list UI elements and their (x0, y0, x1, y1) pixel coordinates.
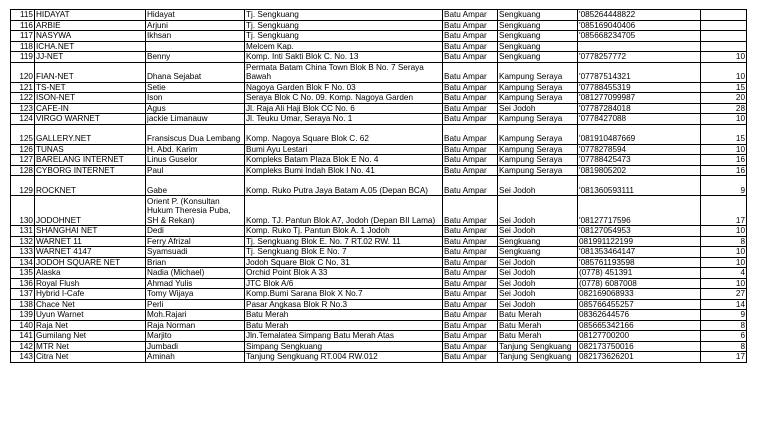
owner-cell: Marjito (146, 331, 245, 342)
table-row (11, 62, 747, 82)
owner-cell: Ferry Afrizal (146, 236, 245, 247)
row-number-cell: 135 (11, 268, 35, 279)
address-cell: Komp. TJ. Pantun Blok A7, Jodoh (Depan BII Lama) (245, 196, 443, 226)
area-cell: Sengkuang (498, 52, 578, 63)
area-cell: Kampung Seraya (498, 62, 578, 82)
address-cell: Permata Batam China Town Blok B No. 7 Seraya Bawah (245, 62, 443, 82)
address-cell: Komp. Inti Sakti Blok C. No. 13 (245, 52, 443, 63)
warnet-name-cell: MTR Net (35, 341, 146, 352)
address-cell: Pasar Angkasa Blok R No.3 (245, 299, 443, 310)
row-number-cell: 132 (11, 236, 35, 247)
district-cell: Batu Ampar (443, 114, 498, 125)
phone-cell: '0778427088 (578, 114, 701, 125)
district-cell: Batu Ampar (443, 124, 498, 144)
district-cell: Batu Ampar (443, 226, 498, 237)
row-number-cell: 130 (11, 196, 35, 226)
table-row (11, 155, 747, 166)
district-cell: Batu Ampar (443, 352, 498, 363)
row-number-cell: 126 (11, 144, 35, 155)
table-row (11, 165, 747, 176)
area-cell: Kampung Seraya (498, 124, 578, 144)
table-row (11, 289, 747, 300)
row-number-cell: 118 (11, 41, 35, 52)
row-number-cell: 142 (11, 341, 35, 352)
count-cell: 10 (701, 144, 747, 155)
address-cell: Orchid Point Blok A 33 (245, 268, 443, 279)
address-cell: JTC Blok A/6 (245, 278, 443, 289)
area-cell: Kampung Seraya (498, 114, 578, 125)
table-row (11, 320, 747, 331)
owner-cell: Agus (146, 103, 245, 114)
row-number-cell: 137 (11, 289, 35, 300)
row-number-cell: 131 (11, 226, 35, 237)
table-row (11, 31, 747, 42)
phone-cell: '0819805202 (578, 165, 701, 176)
area-cell: Sengkuang (498, 41, 578, 52)
count-cell: 10 (701, 226, 747, 237)
owner-cell: Aminah (146, 352, 245, 363)
row-number-cell: 139 (11, 310, 35, 321)
district-cell: Batu Ampar (443, 62, 498, 82)
row-number-cell: 119 (11, 52, 35, 63)
row-number-cell: 138 (11, 299, 35, 310)
address-cell: Simpang Sengkuang (245, 341, 443, 352)
count-cell: 17 (701, 196, 747, 226)
row-number-cell: 141 (11, 331, 35, 342)
warnet-name-cell: JJ-NET (35, 52, 146, 63)
district-cell: Batu Ampar (443, 331, 498, 342)
warnet-name-cell: Royal Flush (35, 278, 146, 289)
owner-cell: Setie (146, 82, 245, 93)
district-cell: Batu Ampar (443, 278, 498, 289)
warnet-name-cell: ICHA.NET (35, 41, 146, 52)
area-cell: Batu Merah (498, 331, 578, 342)
count-cell: 8 (701, 236, 747, 247)
count-cell: 27 (701, 289, 747, 300)
warnet-name-cell: CAFE-IN (35, 103, 146, 114)
table-row (11, 257, 747, 268)
area-cell: Sei Jodoh (498, 196, 578, 226)
count-cell: 10 (701, 52, 747, 63)
warnet-table (10, 9, 747, 363)
count-cell: 10 (701, 114, 747, 125)
count-cell: 8 (701, 320, 747, 331)
owner-cell: Arjuni (146, 20, 245, 31)
district-cell: Batu Ampar (443, 103, 498, 114)
count-cell: 10 (701, 62, 747, 82)
table-row (11, 299, 747, 310)
owner-cell: Ahmad Yulis (146, 278, 245, 289)
table-row (11, 20, 747, 31)
count-cell: 9 (701, 310, 747, 321)
warnet-name-cell: WARNET 4147 (35, 247, 146, 258)
address-cell: Jl. Raja Ali Haji Blok CC No. 6 (245, 103, 443, 114)
count-cell: 8 (701, 341, 747, 352)
area-cell: Batu Merah (498, 310, 578, 321)
district-cell: Batu Ampar (443, 155, 498, 166)
table-row (11, 310, 747, 321)
district-cell: Batu Ampar (443, 176, 498, 196)
count-cell: 6 (701, 331, 747, 342)
district-cell: Batu Ampar (443, 20, 498, 31)
row-number-cell: 129 (11, 176, 35, 196)
address-cell: Batu Merah (245, 320, 443, 331)
row-number-cell: 124 (11, 114, 35, 125)
district-cell: Batu Ampar (443, 341, 498, 352)
phone-cell: '08127717596 (578, 196, 701, 226)
address-cell: Komp.Bumi Sarana Blok X No.7 (245, 289, 443, 300)
count-cell: 10 (701, 257, 747, 268)
row-number-cell: 127 (11, 155, 35, 166)
area-cell: Kampung Seraya (498, 82, 578, 93)
phone-cell: '07788425473 (578, 155, 701, 166)
phone-cell: '085668234705 (578, 31, 701, 42)
area-cell: Kampung Seraya (498, 155, 578, 166)
phone-cell: '0778278594 (578, 144, 701, 155)
table-row (11, 176, 747, 196)
address-cell: Seraya Blok C No. 09. Komp. Nagoya Garden (245, 93, 443, 104)
area-cell: Sengkuang (498, 10, 578, 21)
district-cell: Batu Ampar (443, 93, 498, 104)
area-cell: Sei Jodoh (498, 278, 578, 289)
phone-cell: 081991122199 (578, 236, 701, 247)
table-row (11, 268, 747, 279)
table-row (11, 93, 747, 104)
phone-cell: 08127700200 (578, 331, 701, 342)
owner-cell: Raja Norman (146, 320, 245, 331)
table-row (11, 144, 747, 155)
phone-cell: (0778) 6087008 (578, 278, 701, 289)
warnet-name-cell: Hybrid I-Cafe (35, 289, 146, 300)
row-number-cell: 115 (11, 10, 35, 21)
warnet-name-cell: HIDAYAT (35, 10, 146, 21)
count-cell: 4 (701, 268, 747, 279)
phone-cell: 082173750016 (578, 341, 701, 352)
district-cell: Batu Ampar (443, 257, 498, 268)
address-cell: Tj. Sengkuang (245, 20, 443, 31)
row-number-cell: 122 (11, 93, 35, 104)
row-number-cell: 133 (11, 247, 35, 258)
phone-cell (578, 41, 701, 52)
phone-cell: '08127054953 (578, 226, 701, 237)
count-cell: 10 (701, 247, 747, 258)
district-cell: Batu Ampar (443, 196, 498, 226)
row-number-cell: 140 (11, 320, 35, 331)
address-cell: Nagoya Garden Blok F No. 03 (245, 82, 443, 93)
owner-cell: Benny (146, 52, 245, 63)
owner-cell: Dhana Sejabat (146, 62, 245, 82)
area-cell: Sengkuang (498, 20, 578, 31)
district-cell: Batu Ampar (443, 247, 498, 258)
count-cell: 16 (701, 165, 747, 176)
table-row (11, 341, 747, 352)
address-cell: Tj. Sengkuang Blok E. No. 7 RT.02 RW. 11 (245, 236, 443, 247)
row-number-cell: 120 (11, 62, 35, 82)
address-cell: Komp. Nagoya Square Blok C. 62 (245, 124, 443, 144)
table-row (11, 247, 747, 258)
warnet-name-cell: JODOHNET (35, 196, 146, 226)
phone-cell: '081360593111 (578, 176, 701, 196)
warnet-name-cell: ROCKNET (35, 176, 146, 196)
warnet-name-cell: CYBORG INTERNET (35, 165, 146, 176)
owner-cell: Ison (146, 93, 245, 104)
district-cell: Batu Ampar (443, 289, 498, 300)
row-number-cell: 117 (11, 31, 35, 42)
row-number-cell: 125 (11, 124, 35, 144)
owner-cell: Syamsuadi (146, 247, 245, 258)
table-row (11, 114, 747, 125)
owner-cell: Orient P. (Konsultan Hukum Theresia Puba, SH & Rekan) (146, 196, 245, 226)
area-cell: Batu Merah (498, 320, 578, 331)
owner-cell: Nadia (Michael) (146, 268, 245, 279)
warnet-name-cell: Uyun Warnet (35, 310, 146, 321)
warnet-name-cell: ARBIE (35, 20, 146, 31)
phone-cell: 085665342166 (578, 320, 701, 331)
table-row (11, 10, 747, 21)
warnet-name-cell: Citra Net (35, 352, 146, 363)
address-cell: Komp. Ruko Tj. Pantun Blok A. 1 Jodoh (245, 226, 443, 237)
district-cell: Batu Ampar (443, 10, 498, 21)
warnet-name-cell: Raja Net (35, 320, 146, 331)
area-cell: Sengkuang (498, 236, 578, 247)
owner-cell: Moh.Rajari (146, 310, 245, 321)
row-number-cell: 143 (11, 352, 35, 363)
district-cell: Batu Ampar (443, 299, 498, 310)
district-cell: Batu Ampar (443, 41, 498, 52)
phone-cell: (0778) 451391 (578, 268, 701, 279)
area-cell: Tanjung Sengkuang (498, 341, 578, 352)
owner-cell: H. Abd. Karim (146, 144, 245, 155)
district-cell: Batu Ampar (443, 82, 498, 93)
address-cell: Tj. Sengkuang (245, 10, 443, 21)
warnet-name-cell: Gumilang Net (35, 331, 146, 342)
area-cell: Sei Jodoh (498, 176, 578, 196)
phone-cell: '07787284018 (578, 103, 701, 114)
warnet-name-cell: Chace Net (35, 299, 146, 310)
row-number-cell: 123 (11, 103, 35, 114)
area-cell: Tanjung Sengkuang (498, 352, 578, 363)
owner-cell: Linus Guselor (146, 155, 245, 166)
row-number-cell: 134 (11, 257, 35, 268)
district-cell: Batu Ampar (443, 268, 498, 279)
owner-cell: Ikhsan (146, 31, 245, 42)
phone-cell: '07788455319 (578, 82, 701, 93)
owner-cell: Fransiscus Dua Lembang (146, 124, 245, 144)
phone-cell: '07787514321 (578, 62, 701, 82)
warnet-name-cell: BARELANG INTERNET (35, 155, 146, 166)
phone-cell: 085766455257 (578, 299, 701, 310)
warnet-name-cell: TS-NET (35, 82, 146, 93)
table-row (11, 352, 747, 363)
district-cell: Batu Ampar (443, 52, 498, 63)
area-cell: Sei Jodoh (498, 257, 578, 268)
phone-cell: '081910487669 (578, 124, 701, 144)
table-row (11, 226, 747, 237)
address-cell: Jodoh Square Blok C No. 31 (245, 257, 443, 268)
table-row (11, 124, 747, 144)
row-number-cell: 121 (11, 82, 35, 93)
count-cell: 20 (701, 93, 747, 104)
address-cell: Bumi Ayu Lestari (245, 144, 443, 155)
area-cell: Sengkuang (498, 247, 578, 258)
owner-cell: Brian (146, 257, 245, 268)
phone-cell: 082169068933 (578, 289, 701, 300)
row-number-cell: 116 (11, 20, 35, 31)
address-cell: Tj. Sengkuang Blok E No. 7 (245, 247, 443, 258)
table-row (11, 41, 747, 52)
count-cell (701, 41, 747, 52)
owner-cell: Tomy Wijaya (146, 289, 245, 300)
address-cell: Kompleks Batam Plaza Blok E No. 4 (245, 155, 443, 166)
owner-cell: jackie Limanauw (146, 114, 245, 125)
table-row (11, 196, 747, 226)
address-cell: Batu Merah (245, 310, 443, 321)
warnet-name-cell: WARNET 11 (35, 236, 146, 247)
area-cell: Sengkuang (498, 31, 578, 42)
table-row (11, 103, 747, 114)
owner-cell: Jumbadi (146, 341, 245, 352)
warnet-name-cell: JODOH SQUARE NET (35, 257, 146, 268)
table-row (11, 82, 747, 93)
address-cell: Melcem Kap. (245, 41, 443, 52)
area-cell: Sei Jodoh (498, 226, 578, 237)
warnet-name-cell: Alaska (35, 268, 146, 279)
district-cell: Batu Ampar (443, 31, 498, 42)
area-cell: Kampung Seraya (498, 93, 578, 104)
area-cell: Sei Jodoh (498, 299, 578, 310)
district-cell: Batu Ampar (443, 320, 498, 331)
phone-cell: '081277099987 (578, 93, 701, 104)
district-cell: Batu Ampar (443, 165, 498, 176)
phone-cell: '085169040406 (578, 20, 701, 31)
warnet-name-cell: SHANGHAI NET (35, 226, 146, 237)
row-number-cell: 136 (11, 278, 35, 289)
phone-cell: '081353464147 (578, 247, 701, 258)
address-cell: Tj. Sengkuang (245, 31, 443, 42)
district-cell: Batu Ampar (443, 236, 498, 247)
count-cell (701, 31, 747, 42)
area-cell: Kampung Seraya (498, 165, 578, 176)
warnet-name-cell: ISON-NET (35, 93, 146, 104)
table-row (11, 278, 747, 289)
area-cell: Kampung Seraya (498, 144, 578, 155)
owner-cell: Dedi (146, 226, 245, 237)
table-row (11, 331, 747, 342)
owner-cell: Gabe (146, 176, 245, 196)
owner-cell: Hidayat (146, 10, 245, 21)
warnet-name-cell: GALLERY.NET (35, 124, 146, 144)
count-cell: 15 (701, 82, 747, 93)
phone-cell: '085761193598 (578, 257, 701, 268)
count-cell: 15 (701, 124, 747, 144)
owner-cell: Perli (146, 299, 245, 310)
address-cell: Tanjung Sengkuang RT.004 RW.012 (245, 352, 443, 363)
count-cell (701, 20, 747, 31)
area-cell: Sei Jodoh (498, 103, 578, 114)
phone-cell: 08362644576 (578, 310, 701, 321)
address-cell: Jl. Teuku Umar, Seraya No. 1 (245, 114, 443, 125)
phone-cell: 082173626201 (578, 352, 701, 363)
phone-cell: '0778257772 (578, 52, 701, 63)
count-cell: 28 (701, 103, 747, 114)
table-row (11, 52, 747, 63)
address-cell: Jln.Temalatea Simpang Batu Merah Atas (245, 331, 443, 342)
warnet-name-cell: TUNAS (35, 144, 146, 155)
address-cell: Kompleks Bumi Indah Blok I No. 41 (245, 165, 443, 176)
address-cell: Komp. Ruko Putra Jaya Batam A.05 (Depan BCA) (245, 176, 443, 196)
district-cell: Batu Ampar (443, 310, 498, 321)
warnet-name-cell: VIRGO WARNET (35, 114, 146, 125)
count-cell: 14 (701, 299, 747, 310)
count-cell (701, 10, 747, 21)
owner-cell (146, 41, 245, 52)
count-cell: 10 (701, 278, 747, 289)
count-cell: 17 (701, 352, 747, 363)
table-body (11, 10, 747, 363)
owner-cell: Paul (146, 165, 245, 176)
area-cell: Sei Jodoh (498, 268, 578, 279)
warnet-name-cell: NASYWA (35, 31, 146, 42)
area-cell: Sei Jodoh (498, 289, 578, 300)
phone-cell: '085264448822 (578, 10, 701, 21)
count-cell: 16 (701, 155, 747, 166)
row-number-cell: 128 (11, 165, 35, 176)
count-cell: 9 (701, 176, 747, 196)
district-cell: Batu Ampar (443, 144, 498, 155)
table-row (11, 236, 747, 247)
warnet-name-cell: FIAN-NET (35, 62, 146, 82)
